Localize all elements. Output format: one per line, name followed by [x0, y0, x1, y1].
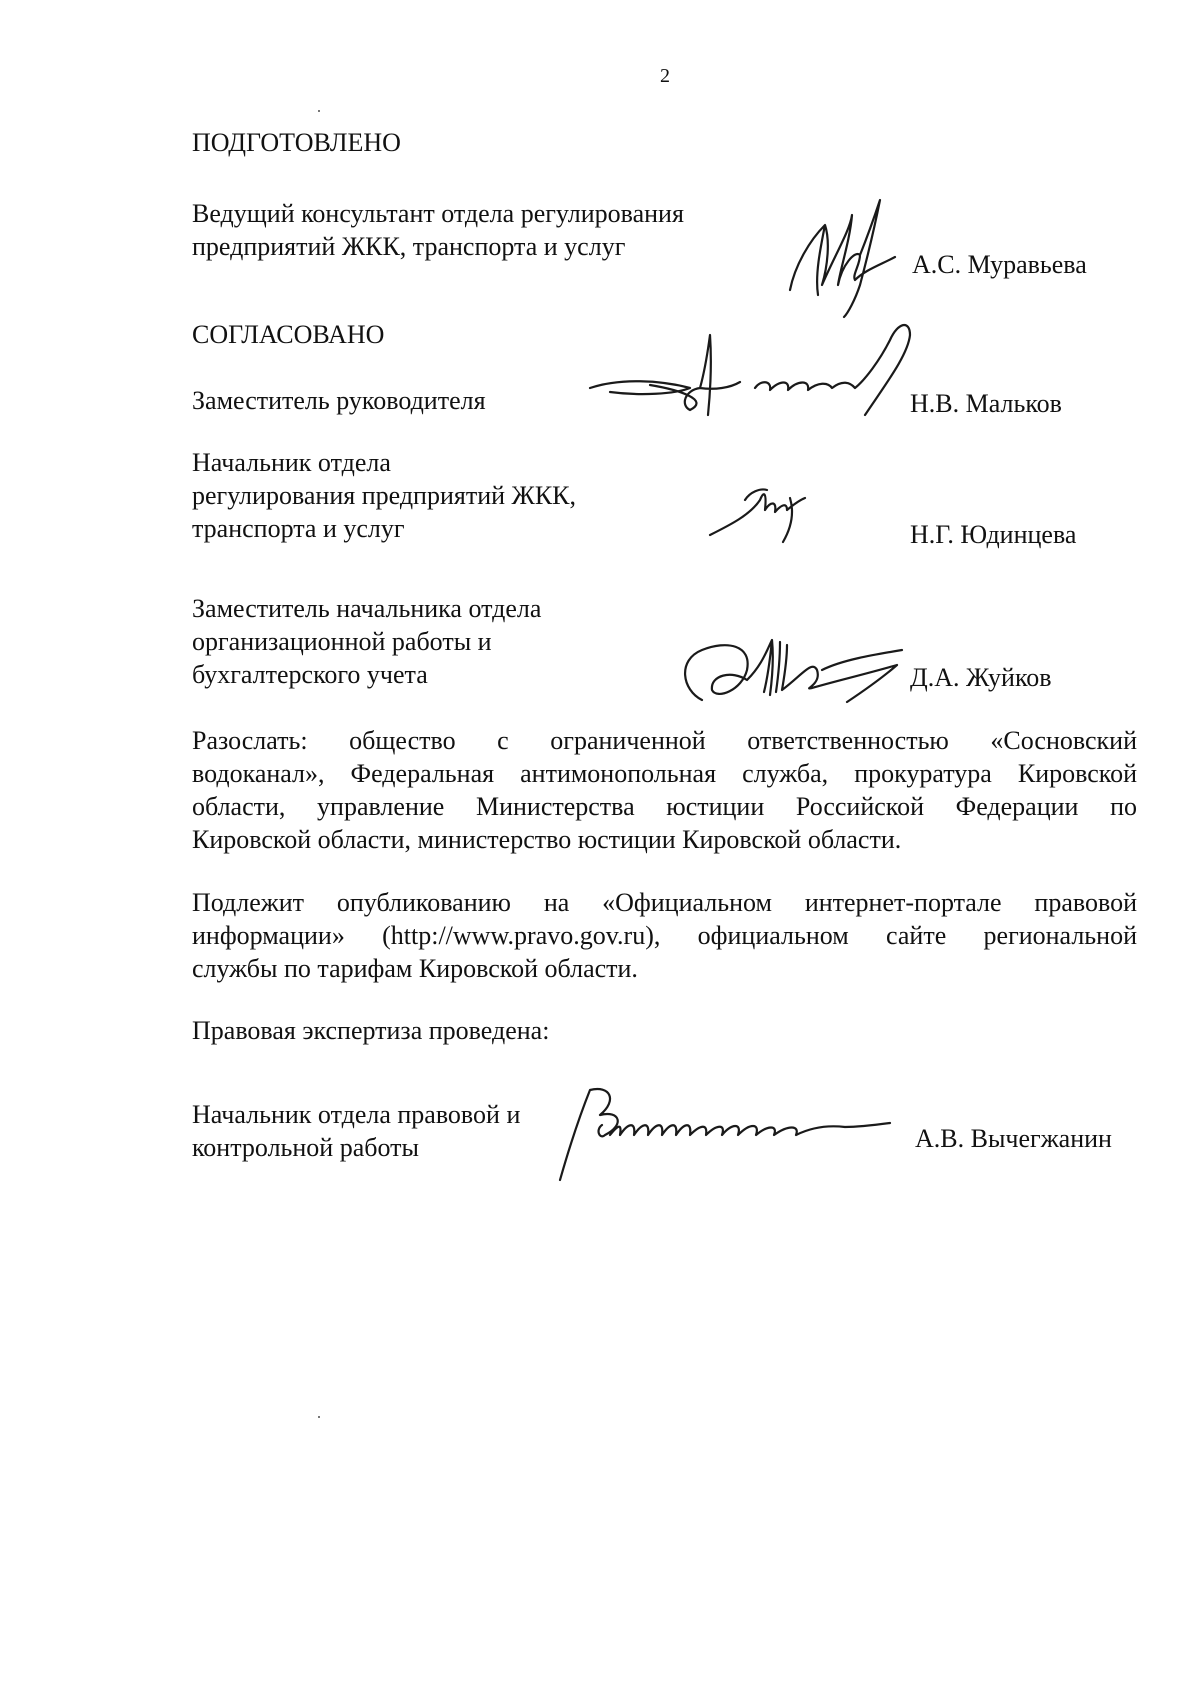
legal-review-name: А.В. Вычегжанин — [915, 1124, 1112, 1153]
prepared-position-line: предприятий ЖКК, транспорта и услуг — [192, 232, 626, 261]
page-number: 2 — [660, 65, 670, 87]
publication-line: службы по тарифам Кировской области. — [192, 954, 638, 983]
signatory-name: Н.В. Мальков — [910, 389, 1062, 418]
signatory-position-line: Заместитель начальника отдела — [192, 594, 542, 623]
legal-review-text: Правовая экспертиза проведена: — [192, 1016, 550, 1045]
signature-muravyeva — [780, 195, 920, 325]
distribution-line: водоканал», Федеральная антимонопольная служба, прокуратура Кировской — [192, 759, 1137, 788]
prepared-position-line: Ведущий консультант отдела регулирования — [192, 199, 684, 228]
signatory-position-line: регулирования предприятий ЖКК, — [192, 481, 577, 510]
legal-review-position-line: Начальник отдела правовой и — [192, 1100, 521, 1129]
signature-malkov — [580, 310, 930, 440]
signatory-position-line: бухгалтерского учета — [192, 660, 428, 689]
signatory-name: Н.Г. Юдинцева — [910, 520, 1077, 549]
signatory-position-line: транспорта и услуг — [192, 514, 405, 543]
distribution-paragraph — [192, 724, 1137, 856]
publication-line: Подлежит опубликованию на «Официальном интернет-портале правовой — [192, 888, 1137, 917]
legal-review-position-line: контрольной работы — [192, 1133, 419, 1162]
distribution-line: области, управление Министерства юстиции Российской Федерации по — [192, 792, 1137, 821]
distribution-line: Разослать: общество с ограниченной ответственностью «Сосновский — [192, 726, 1137, 755]
signatory-position-line: Заместитель руководителя — [192, 386, 486, 415]
prepared-heading: ПОДГОТОВЛЕНО — [192, 128, 401, 157]
signature-vychegzhanin — [550, 1085, 920, 1185]
scan-speck — [318, 1416, 320, 1418]
publication-line: информации» (http://www.pravo.gov.ru), официальном сайте региональной — [192, 921, 1137, 950]
signatory-name: Д.А. Жуйков — [910, 663, 1052, 692]
signature-yudintseva — [705, 480, 825, 550]
prepared-name: А.С. Муравьева — [912, 250, 1087, 279]
signature-zhuykov — [672, 630, 912, 710]
distribution-line: Кировской области, министерство юстиции Кировской области. — [192, 825, 902, 854]
publication-paragraph — [192, 886, 1137, 985]
agreed-heading: СОГЛАСОВАНО — [192, 320, 385, 349]
scan-speck — [318, 110, 320, 112]
signatory-position-line: организационной работы и — [192, 627, 492, 656]
signatory-position-line: Начальник отдела — [192, 448, 391, 477]
